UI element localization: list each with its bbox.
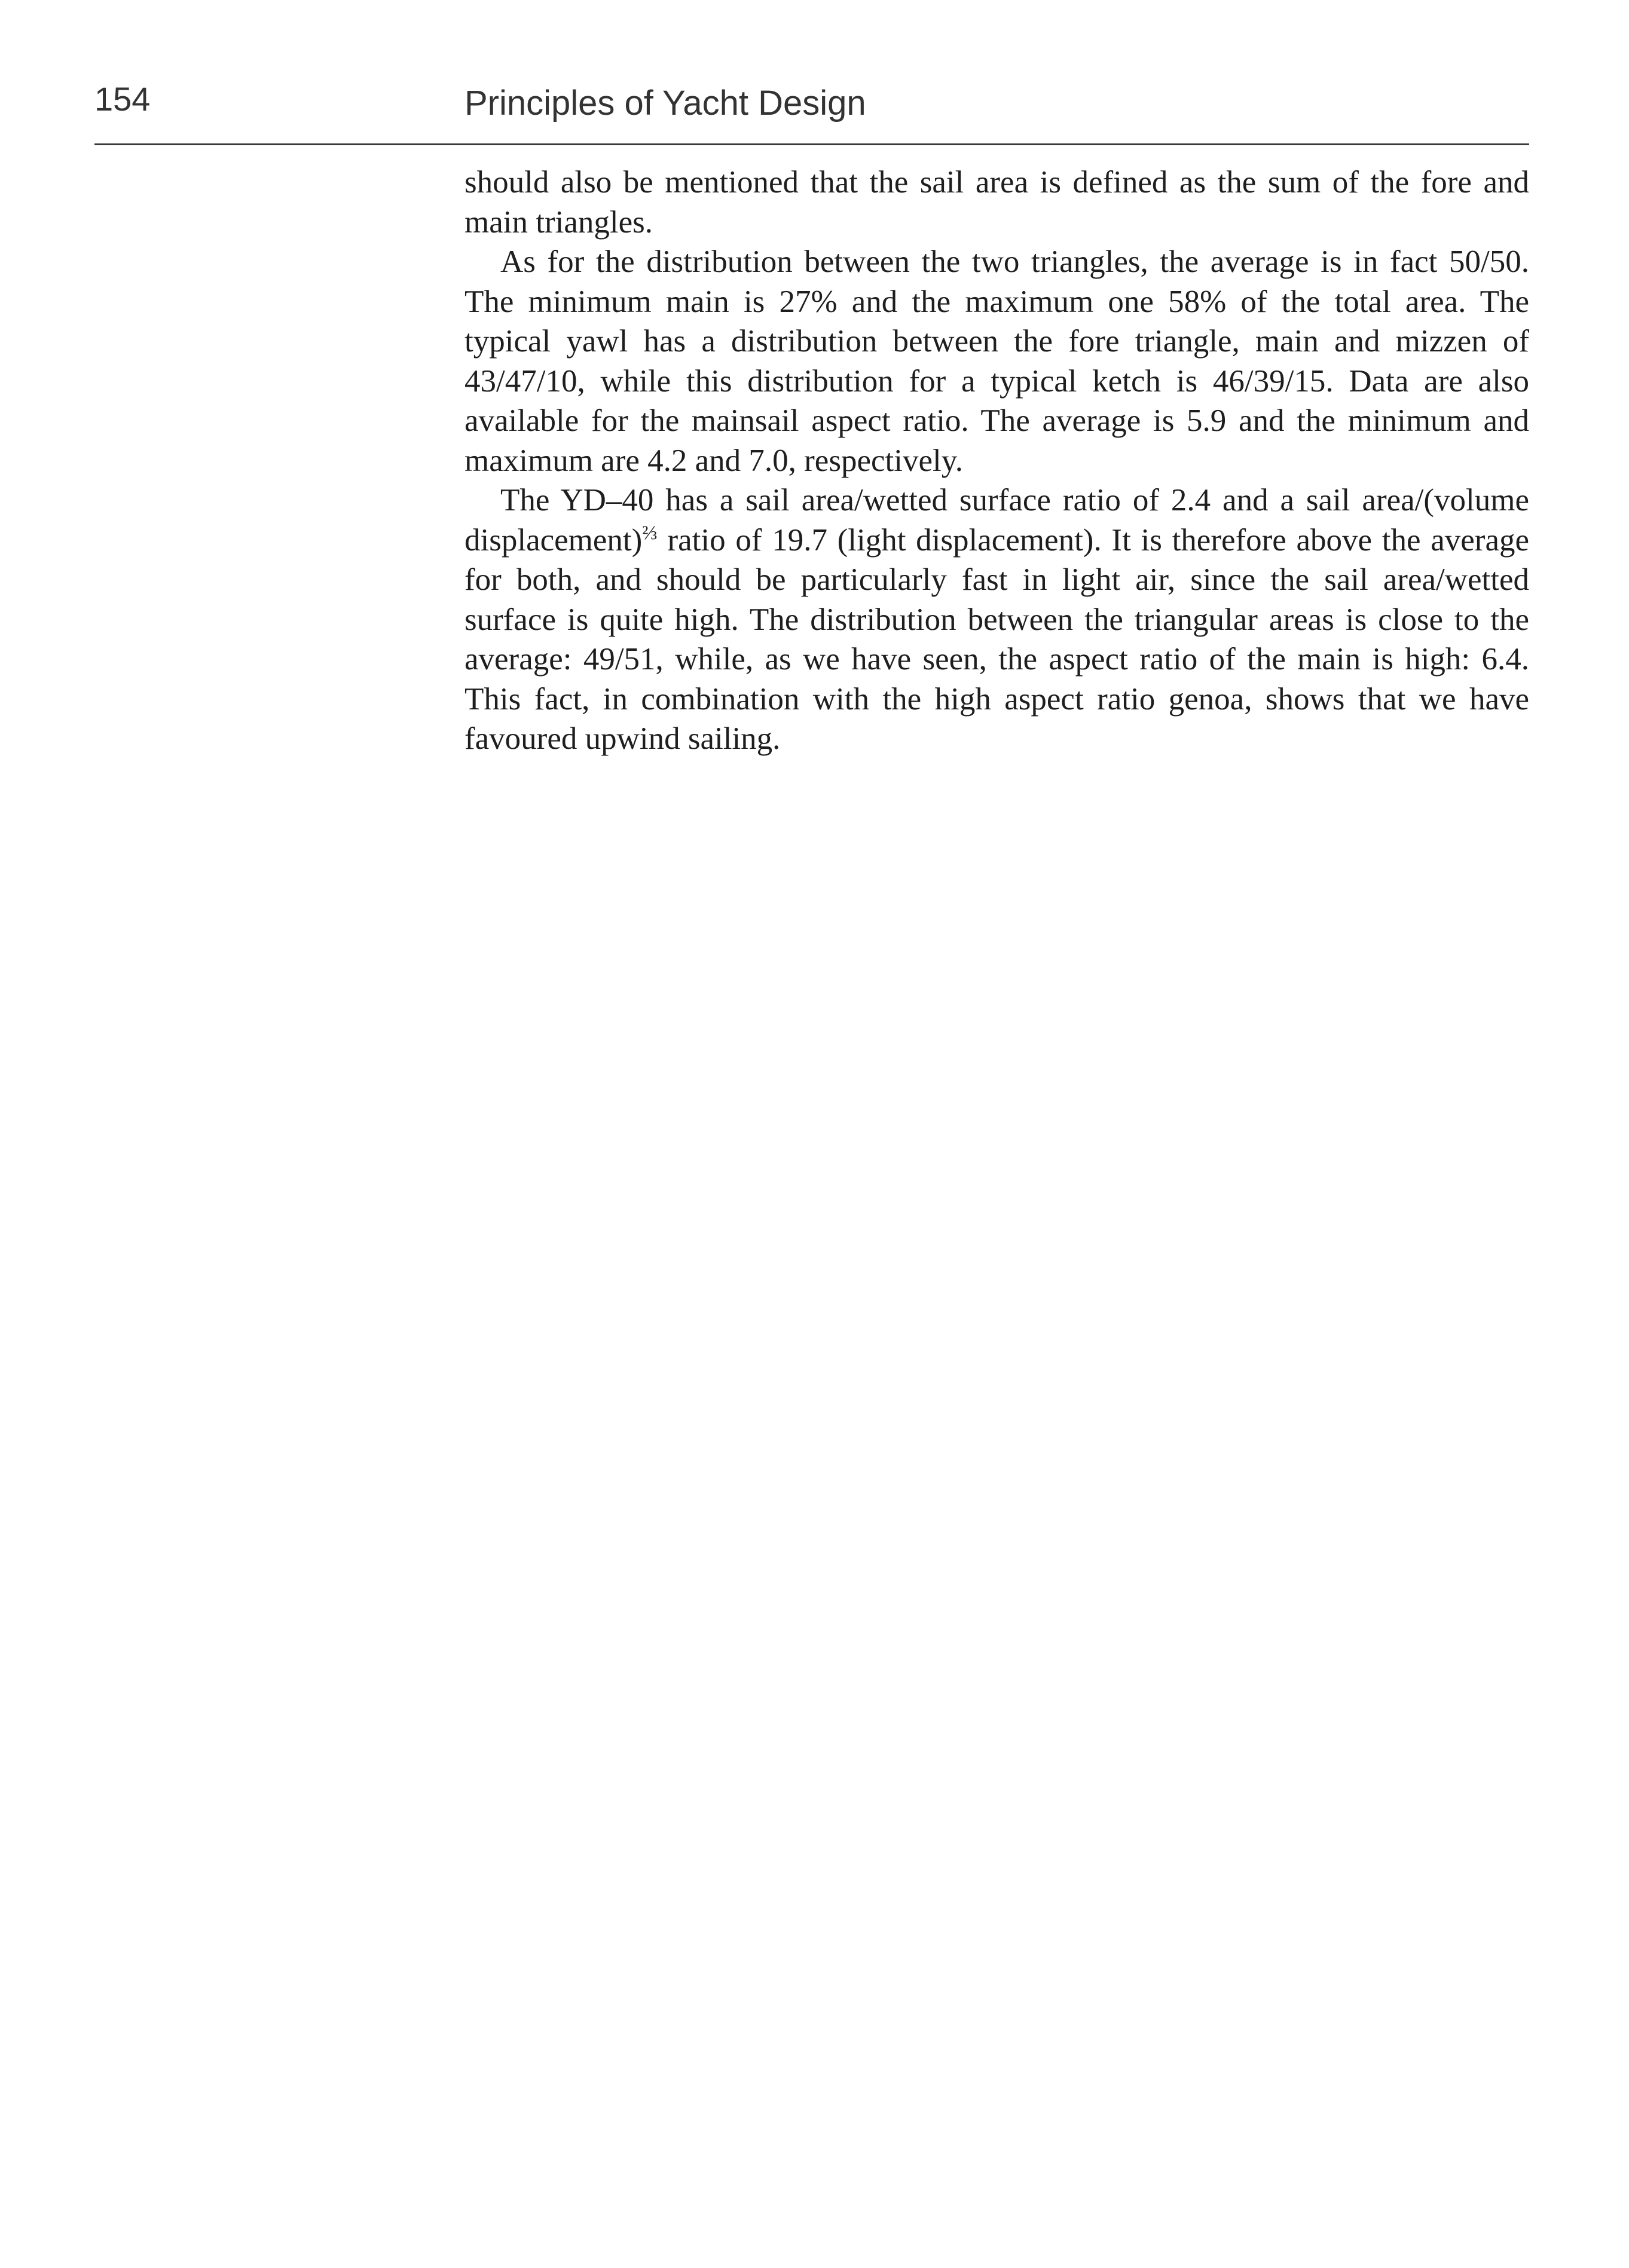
page-header: [0, 0, 1629, 149]
two-thirds-exponent: ⅔: [642, 521, 658, 544]
paragraph-2: As for the distribution between the two triangles, the average is in fact 50/50. The minimum main is 27% and the maximum one 58% of the total area. The typical yawl has a distribution between the fore triangle, main and mizzen of 43/47/10, while this distribution for a typical ketch is 46/39/15. Data are also available for the mainsail aspect ratio. The average is 5.9 and the minimum and maximum are 4.2 and 7.0, respectively.: [464, 244, 1529, 478]
body-text: [464, 163, 1529, 759]
header-divider: [94, 143, 1529, 145]
paragraph-3-end: ratio of 19.7 (light displacement). It is therefore above the average for both, and should be particularly fast in light air, since the sail area/wetted surface is quite high. The distribution between the triangular areas is close to the average: 49/51, while, as we have seen, the aspect ratio of the main is high: 6.4. This fact, in combination with the high aspect ratio genoa, shows that we have favoured upwind sailing.: [464, 522, 1529, 756]
page-number: 154: [94, 80, 151, 118]
paragraph-3-start: The YD–40 has a sail area/wetted surface ratio of 2.4 and a sail area/(volume displacement): [464, 483, 1529, 558]
paragraph-1: should also be mentioned that the sail area is defined as the sum of the fore and main triangles.: [464, 165, 1529, 240]
running-title: Principles of Yacht Design: [464, 84, 866, 123]
paragraph-3: [464, 480, 1529, 759]
